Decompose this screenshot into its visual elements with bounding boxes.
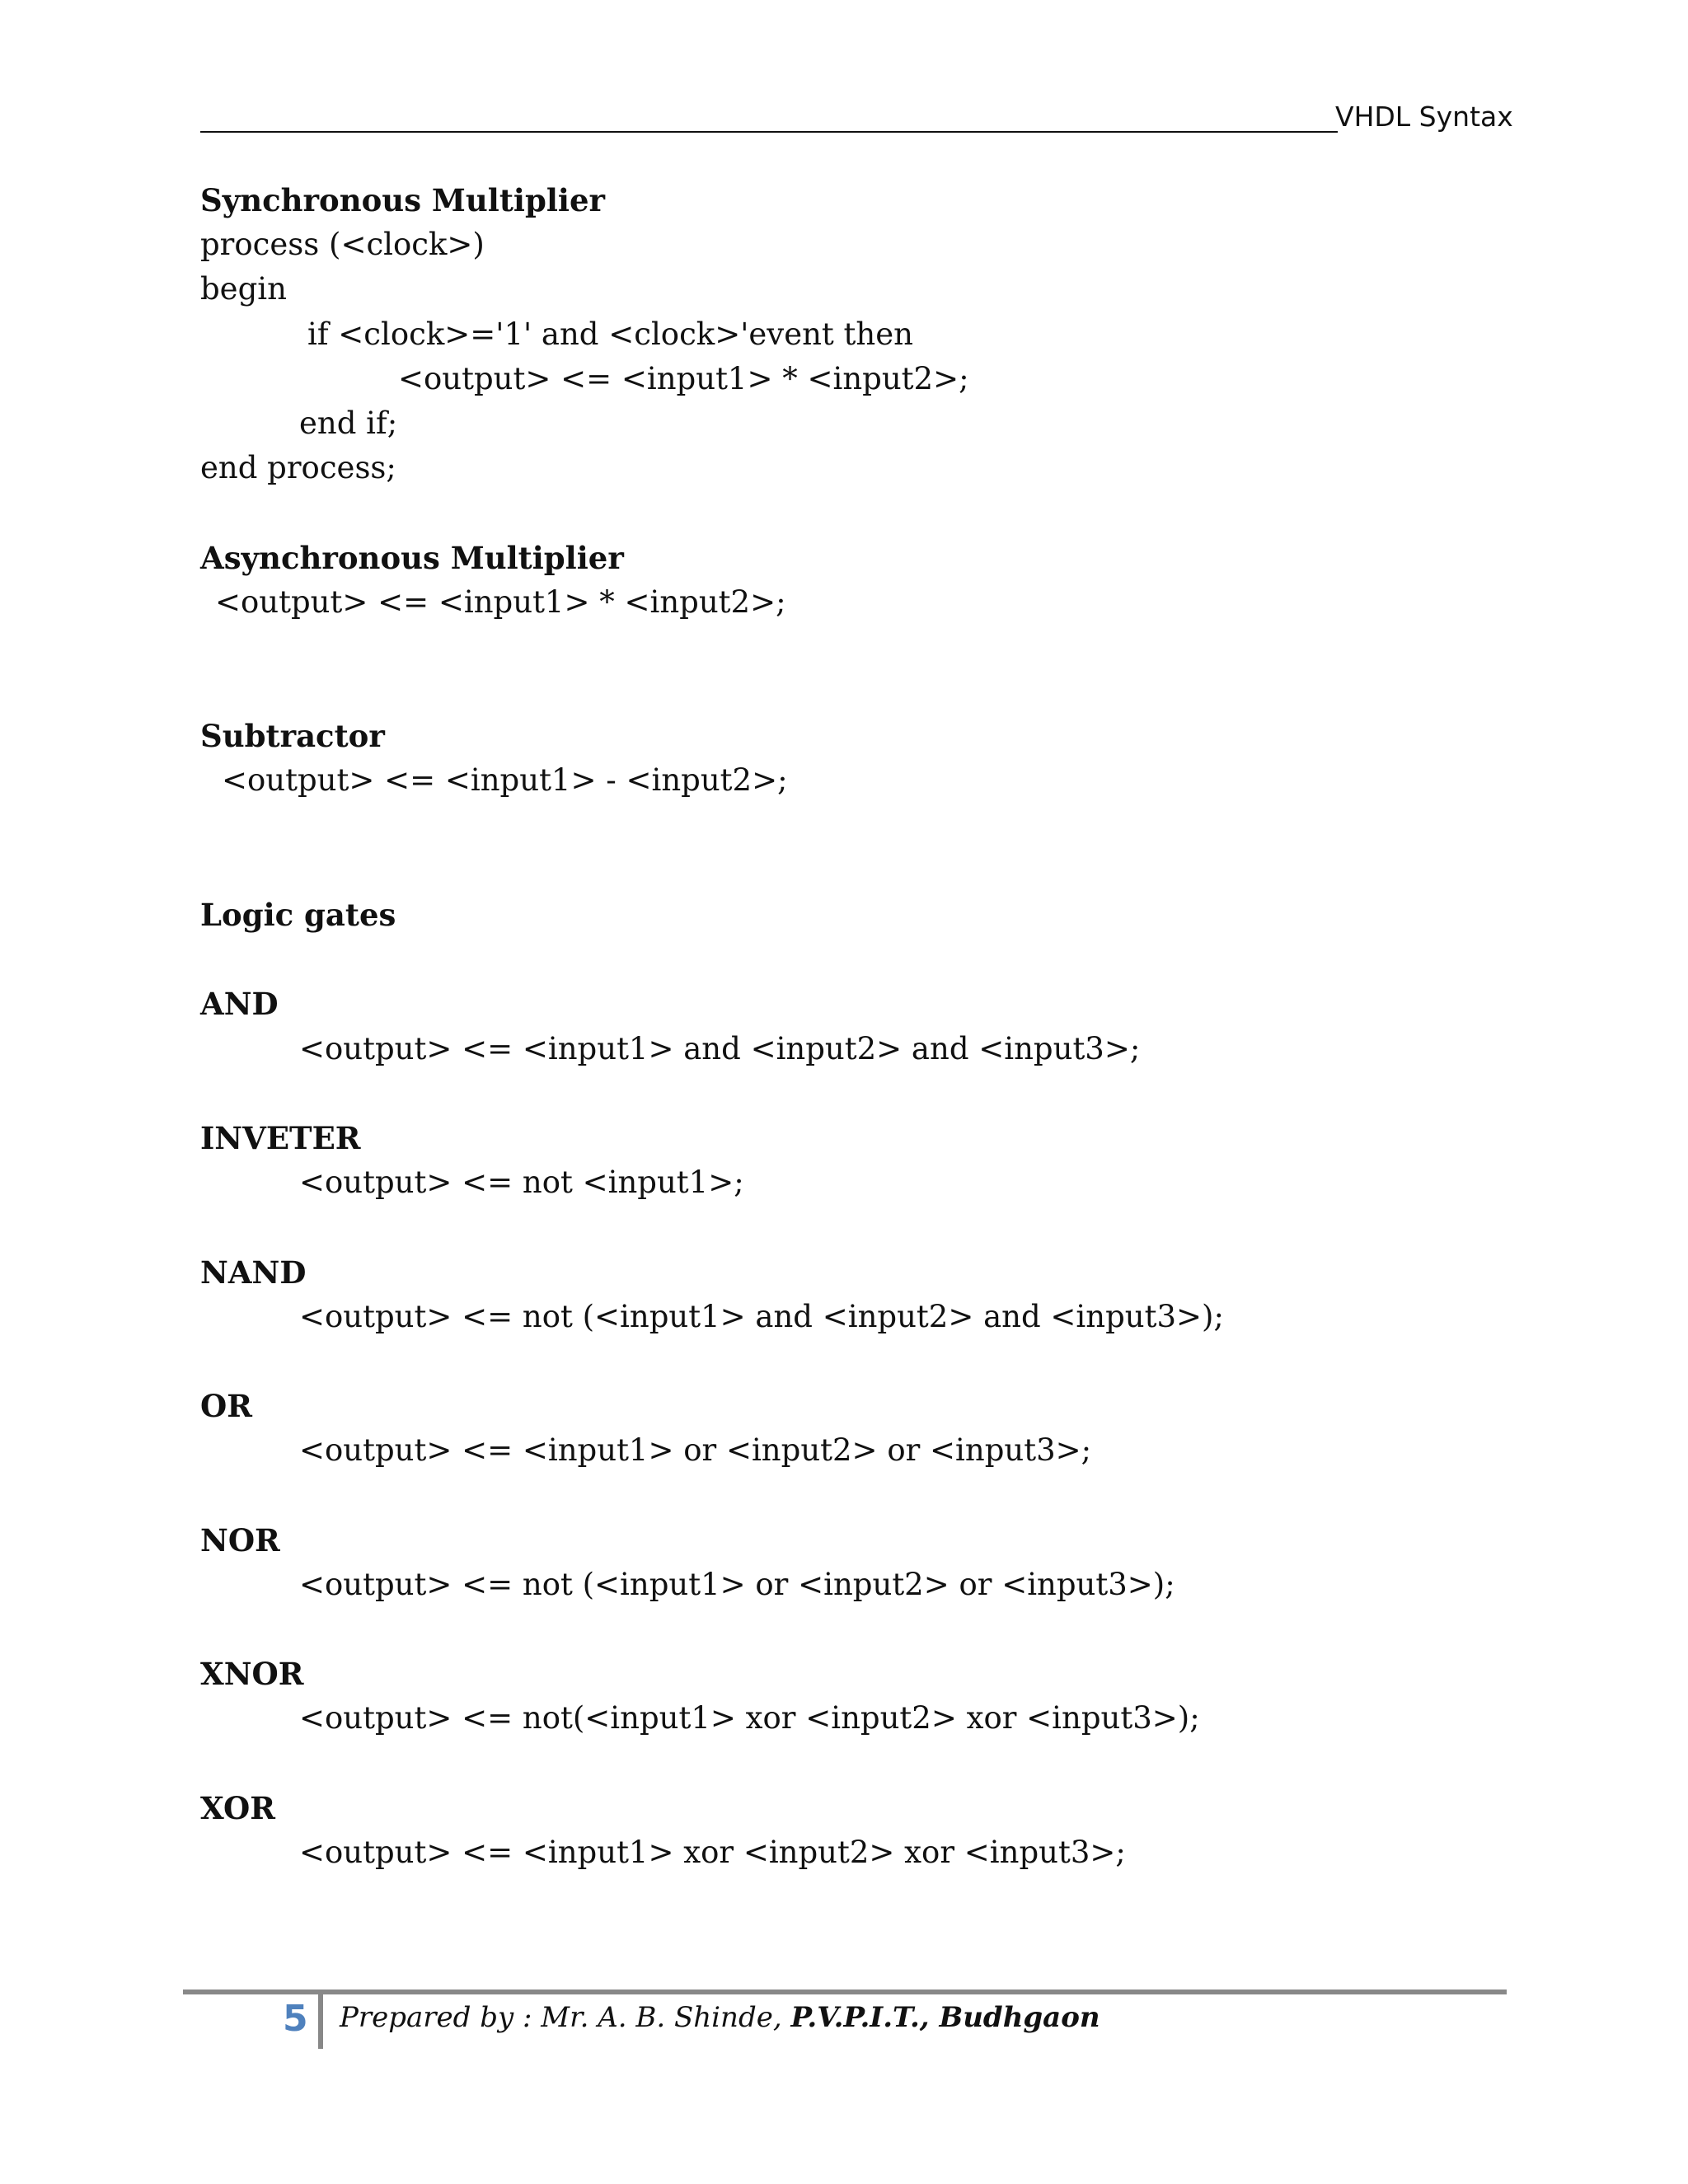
spacer [200, 804, 1536, 848]
spacer [200, 1339, 1536, 1384]
spacer [200, 937, 1536, 982]
footer-rule [183, 1990, 1507, 1994]
code-line: end process; [200, 450, 396, 486]
page-number: 5 [283, 1998, 308, 2040]
spacer [200, 1473, 1536, 1517]
code-line: begin [200, 271, 287, 307]
footer-divider [318, 1994, 323, 2049]
spacer [200, 669, 1536, 714]
spacer [200, 490, 1536, 535]
code-line: <output> <= not <input1>; [299, 1165, 744, 1201]
prepared-by-institute: P.V.P.I.T., Budhgaon [790, 2001, 1100, 2034]
spacer [200, 1607, 1536, 1652]
gate-heading-or: OR [200, 1388, 252, 1425]
prepared-by-author: Prepared by : Mr. A. B. Shinde, [340, 2001, 782, 2034]
code-line: <output> <= not (<input1> or <input2> or <input3>); [299, 1566, 1175, 1602]
code-line: <output> <= <input1> xor <input2> xor <input3>; [299, 1834, 1126, 1870]
section-heading-logic-gates: Logic gates [200, 897, 396, 933]
spacer [200, 848, 1536, 893]
footer-prepared-by [340, 2001, 1100, 2034]
code-line: process (<clock>) [200, 227, 485, 263]
spacer [200, 1071, 1536, 1116]
gate-heading-xor: XOR [200, 1789, 276, 1826]
section-heading-asynchronous-multiplier: Asynchronous Multiplier [200, 539, 624, 576]
code-line: <output> <= not(<input1> xor <input2> xor <input3>); [299, 1700, 1200, 1736]
gate-heading-xnor: XNOR [200, 1656, 304, 1693]
gate-heading-nor: NOR [200, 1521, 280, 1558]
code-line: <output> <= not (<input1> and <input2> and <input3>); [299, 1298, 1224, 1334]
code-line: <output> <= <input1> or <input2> or <input3>; [299, 1432, 1092, 1469]
code-line: <output> <= <input1> * <input2>; [398, 360, 969, 396]
document-body [200, 178, 1536, 1875]
code-line: <output> <= <input1> and <input2> and <input3>; [299, 1030, 1141, 1066]
code-line: end if; [299, 405, 398, 441]
code-line: if <clock>='1' and <clock>'event then [307, 316, 913, 352]
gate-heading-inverter: INVETER [200, 1119, 361, 1156]
section-heading-synchronous-multiplier: Synchronous Multiplier [200, 182, 605, 218]
spacer [200, 625, 1536, 669]
code-line: <output> <= <input1> - <input2>; [222, 762, 788, 799]
header-rule [200, 131, 1338, 133]
gate-heading-and: AND [200, 986, 279, 1023]
code-line: <output> <= <input1> * <input2>; [215, 583, 786, 620]
running-header-title: VHDL Syntax [1335, 101, 1513, 133]
section-heading-subtractor: Subtractor [200, 718, 385, 755]
spacer [200, 1205, 1536, 1249]
gate-heading-nand: NAND [200, 1254, 307, 1291]
spacer [200, 1741, 1536, 1786]
